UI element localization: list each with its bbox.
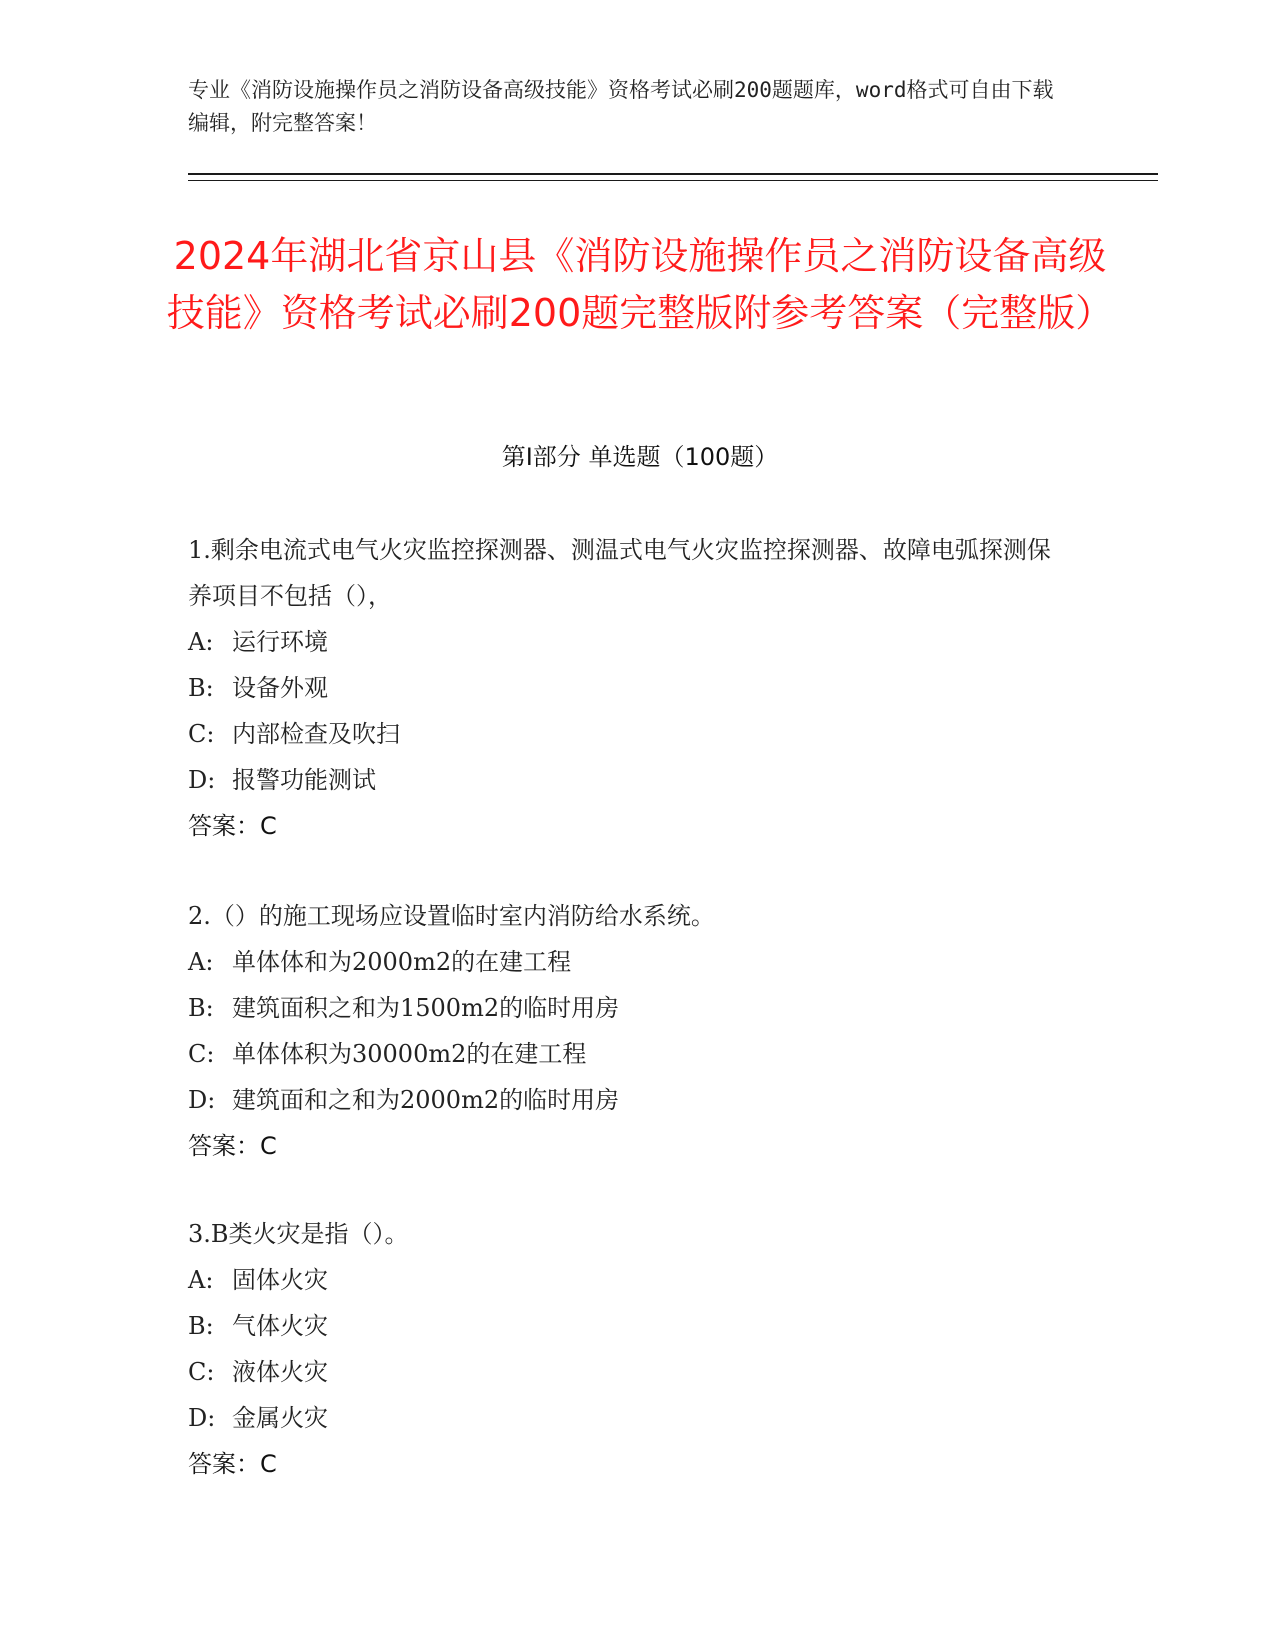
section-title: 第I部分 单选题（100题） [501, 443, 779, 471]
option-text: 运行环境 [232, 628, 328, 656]
option-d [188, 1077, 1068, 1123]
header-note: 专业《消防设施操作员之消防设备高级技能》资格考试必刷200题题库，word格式可自由下载编辑，附完整答案！ [188, 78, 1054, 135]
question-stem: 3.B类火灾是指（）。 [188, 1220, 409, 1248]
option-text: 内部检查及吹扫 [232, 720, 400, 748]
option-text: 设备外观 [232, 674, 328, 702]
option-key: A: [188, 948, 214, 976]
question-2 [188, 893, 1068, 1169]
option-c [188, 711, 1068, 757]
option-key: D: [188, 766, 216, 794]
option-key: A: [188, 1266, 214, 1294]
question-stem: 2.（）的施工现场应设置临时室内消防给水系统。 [188, 902, 715, 930]
option-b [188, 665, 1068, 711]
option-key: B: [188, 1312, 214, 1340]
option-text: 单体体积为30000m2的在建工程 [232, 1040, 587, 1068]
option-text: 单体体和为2000m2的在建工程 [232, 948, 572, 976]
option-text: 气体火灾 [232, 1312, 328, 1340]
option-d [188, 1395, 1068, 1441]
option-key: B: [188, 674, 214, 702]
option-text: 金属火灾 [232, 1404, 328, 1432]
option-text: 报警功能测试 [232, 766, 376, 794]
answer-line: 答案：C [188, 1132, 277, 1160]
option-key: C: [188, 1358, 215, 1386]
option-d [188, 757, 1068, 803]
option-key: D: [188, 1404, 216, 1432]
option-key: C: [188, 1040, 215, 1068]
option-text: 固体火灾 [232, 1266, 328, 1294]
option-text: 建筑面积之和为1500m2的临时用房 [232, 994, 620, 1022]
option-c [188, 1031, 1068, 1077]
option-b [188, 985, 1068, 1031]
question-stem: 1.剩余电流式电气火灾监控探测器、测温式电气火灾监控探测器、故障电弧探测保养项目不包括（）， [188, 536, 1051, 610]
question-1 [188, 527, 1068, 849]
option-a [188, 1257, 1068, 1303]
document-title: 2024年湖北省京山县《消防设施操作员之消防设备高级技能》资格考试必刷200题完整版附参考答案（完整版） [166, 234, 1114, 335]
answer-line: 答案：C [188, 1450, 277, 1478]
question-3 [188, 1211, 1068, 1487]
header-divider-thick [188, 173, 1158, 175]
answer-line: 答案：C [188, 812, 277, 840]
option-key: D: [188, 1086, 216, 1114]
header-divider-thin [188, 180, 1158, 181]
option-c [188, 1349, 1068, 1395]
option-key: B: [188, 994, 214, 1022]
option-key: C: [188, 720, 215, 748]
option-a [188, 939, 1068, 985]
option-b [188, 1303, 1068, 1349]
option-a [188, 619, 1068, 665]
option-key: A: [188, 628, 214, 656]
option-text: 建筑面和之和为2000m2的临时用房 [232, 1086, 620, 1114]
option-text: 液体火灾 [232, 1358, 328, 1386]
